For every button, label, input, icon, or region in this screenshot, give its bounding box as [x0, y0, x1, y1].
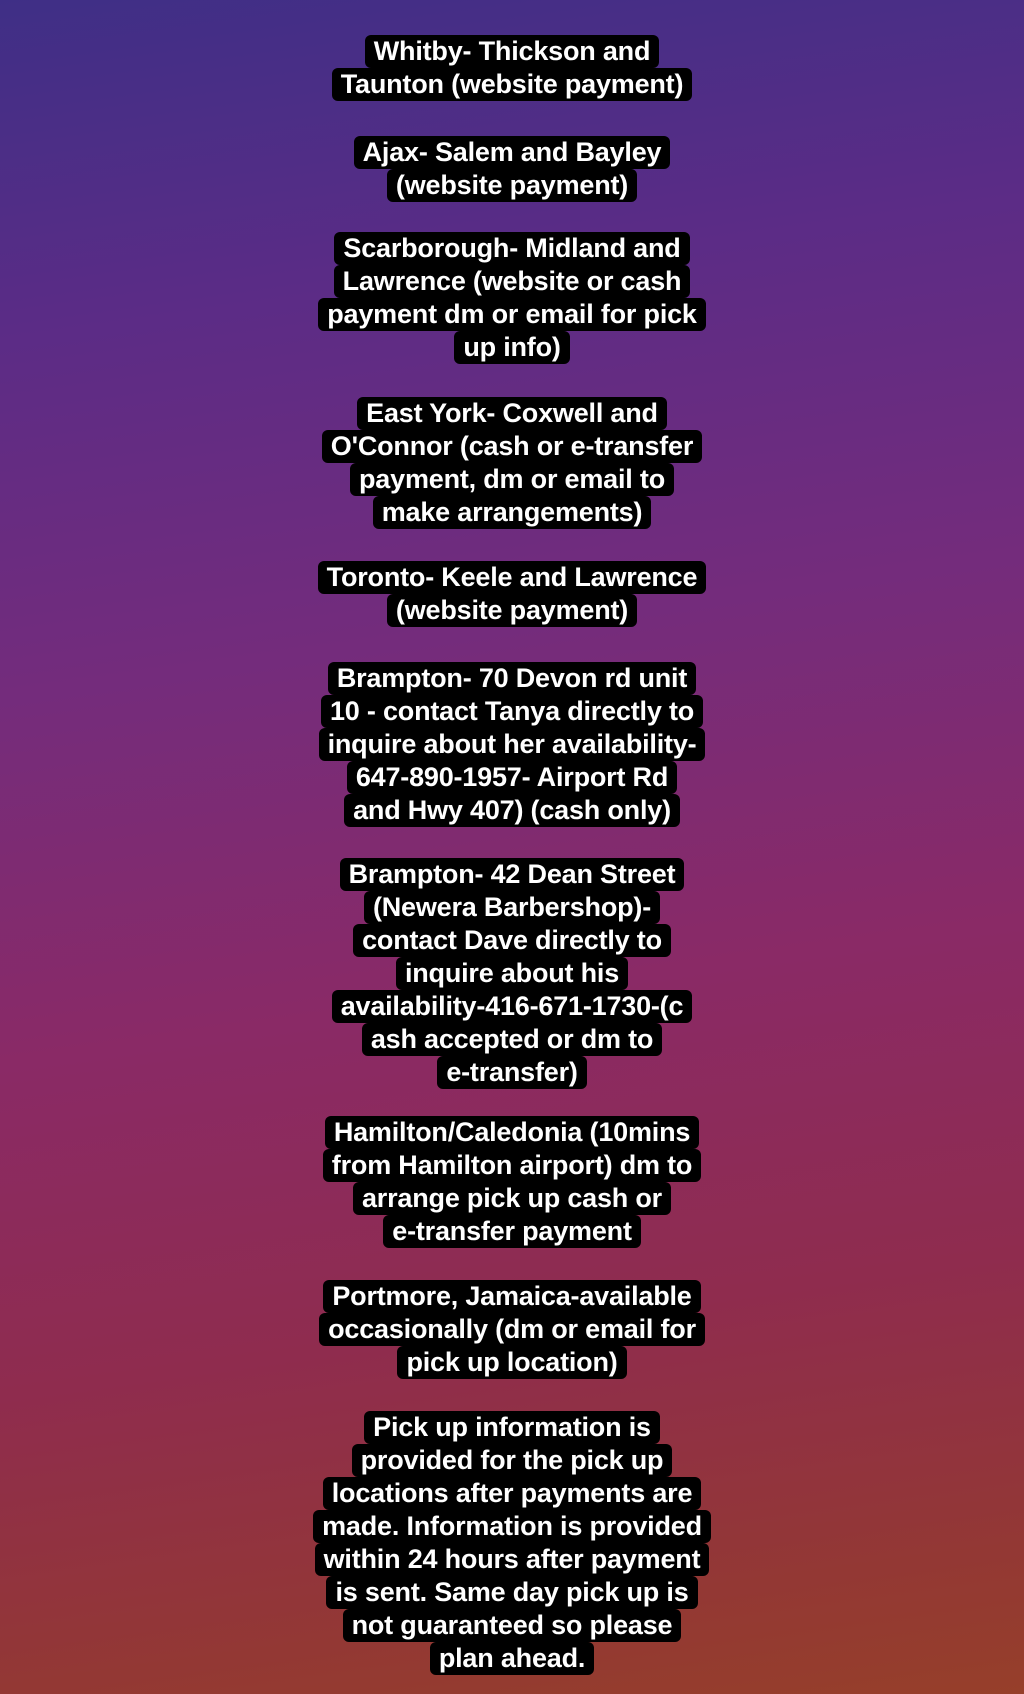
text-line: (Newera Barbershop)-	[364, 891, 660, 924]
text-line: provided for the pick up	[352, 1444, 673, 1477]
location-ajax	[0, 136, 1024, 202]
text-line: Taunton (website payment)	[332, 68, 693, 101]
text-line: Portmore, Jamaica-available	[323, 1280, 700, 1313]
text-line: and Hwy 407) (cash only)	[344, 794, 680, 827]
location-whitby	[0, 35, 1024, 101]
location-hamilton	[0, 1116, 1024, 1248]
text-line: East York- Coxwell and	[357, 397, 667, 430]
text-line: not guaranteed so please	[343, 1609, 682, 1642]
text-line: from Hamilton airport) dm to	[323, 1149, 701, 1182]
text-line: Whitby- Thickson and	[365, 35, 660, 68]
text-line: ash accepted or dm to	[362, 1023, 662, 1056]
text-line: (website payment)	[387, 594, 637, 627]
location-brampton-dean	[0, 858, 1024, 1089]
location-scarborough	[0, 232, 1024, 364]
text-line: Lawrence (website or cash	[334, 265, 691, 298]
location-east-york	[0, 397, 1024, 529]
text-line: make arrangements)	[373, 496, 652, 529]
text-line: Pick up information is	[364, 1411, 660, 1444]
text-line: Brampton- 70 Devon rd unit	[328, 662, 696, 695]
location-toronto	[0, 561, 1024, 627]
text-line: 647-890-1957- Airport Rd	[347, 761, 677, 794]
pickup-info-note	[0, 1411, 1024, 1675]
text-line: arrange pick up cash or	[353, 1182, 671, 1215]
text-line: payment dm or email for pick	[318, 298, 706, 331]
text-line: e-transfer)	[437, 1056, 586, 1089]
text-line: Ajax- Salem and Bayley	[354, 136, 671, 169]
text-line: made. Information is provided	[313, 1510, 711, 1543]
text-line: inquire about her availability-	[319, 728, 706, 761]
text-line: inquire about his	[396, 957, 628, 990]
text-line: up info)	[454, 331, 569, 364]
text-line: O'Connor (cash or e-transfer	[322, 430, 702, 463]
text-line: Hamilton/Caledonia (10mins	[325, 1116, 699, 1149]
text-line: availability-416-671-1730-(c	[332, 990, 693, 1023]
text-line: within 24 hours after payment	[315, 1543, 710, 1576]
text-line: payment, dm or email to	[350, 463, 674, 496]
text-line: (website payment)	[387, 169, 637, 202]
text-line: pick up location)	[397, 1346, 626, 1379]
text-line: locations after payments are	[323, 1477, 702, 1510]
text-line: contact Dave directly to	[353, 924, 671, 957]
location-portmore	[0, 1280, 1024, 1379]
text-line: Scarborough- Midland and	[334, 232, 689, 265]
text-line: 10 - contact Tanya directly to	[321, 695, 703, 728]
location-brampton-devon	[0, 662, 1024, 827]
text-line: plan ahead.	[430, 1642, 594, 1675]
text-line: Brampton- 42 Dean Street	[340, 858, 685, 891]
text-line: is sent. Same day pick up is	[326, 1576, 697, 1609]
text-line: occasionally (dm or email for	[319, 1313, 705, 1346]
text-line: Toronto- Keele and Lawrence	[318, 561, 707, 594]
text-line: e-transfer payment	[383, 1215, 640, 1248]
